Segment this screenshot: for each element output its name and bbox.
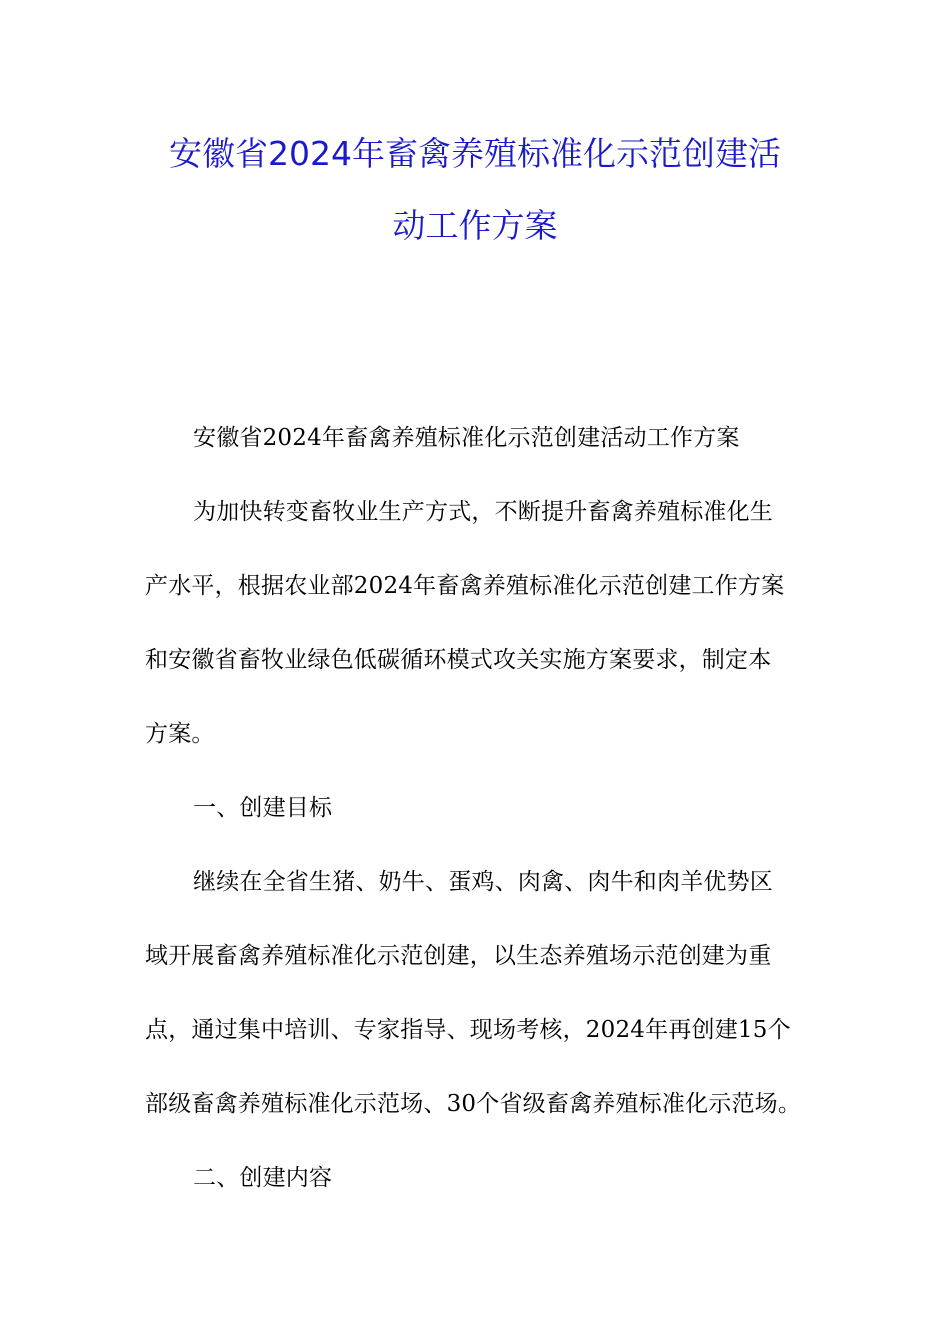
body-line-intro-4: 方案。 <box>145 721 215 747</box>
body-line-intro-3: 和安徽省畜牧业绿色低碳循环模式攻关实施方案要求，制定本 <box>145 647 772 673</box>
section-heading-1: 一、创建目标 <box>193 795 333 821</box>
body-line-goal-2: 域开展畜禽养殖标准化示范创建，以生态养殖场示范创建为重 <box>145 943 772 969</box>
body-line-goal-1: 继续在全省生猪、奶牛、蛋鸡、肉禽、肉牛和肉羊优势区 <box>193 869 773 895</box>
section-heading-2: 二、创建内容 <box>193 1165 333 1191</box>
body-line-heading-repeat: 安徽省2024年畜禽养殖标准化示范创建活动工作方案 <box>193 425 740 451</box>
body-line-intro-1: 为加快转变畜牧业生产方式，不断提升畜禽养殖标准化生 <box>193 499 773 525</box>
body-line-goal-4: 部级畜禽养殖标准化示范场、30个省级畜禽养殖标准化示范场。 <box>145 1091 802 1117</box>
document-title-line-2: 动工作方案 <box>392 206 558 245</box>
body-line-goal-3: 点，通过集中培训、专家指导、现场考核，2024年再创建15个 <box>145 1017 791 1043</box>
body-line-intro-2: 产水平，根据农业部2024年畜禽养殖标准化示范创建工作方案 <box>145 573 785 599</box>
document-title-line-1: 安徽省2024年畜禽养殖标准化示范创建活 <box>169 134 781 173</box>
